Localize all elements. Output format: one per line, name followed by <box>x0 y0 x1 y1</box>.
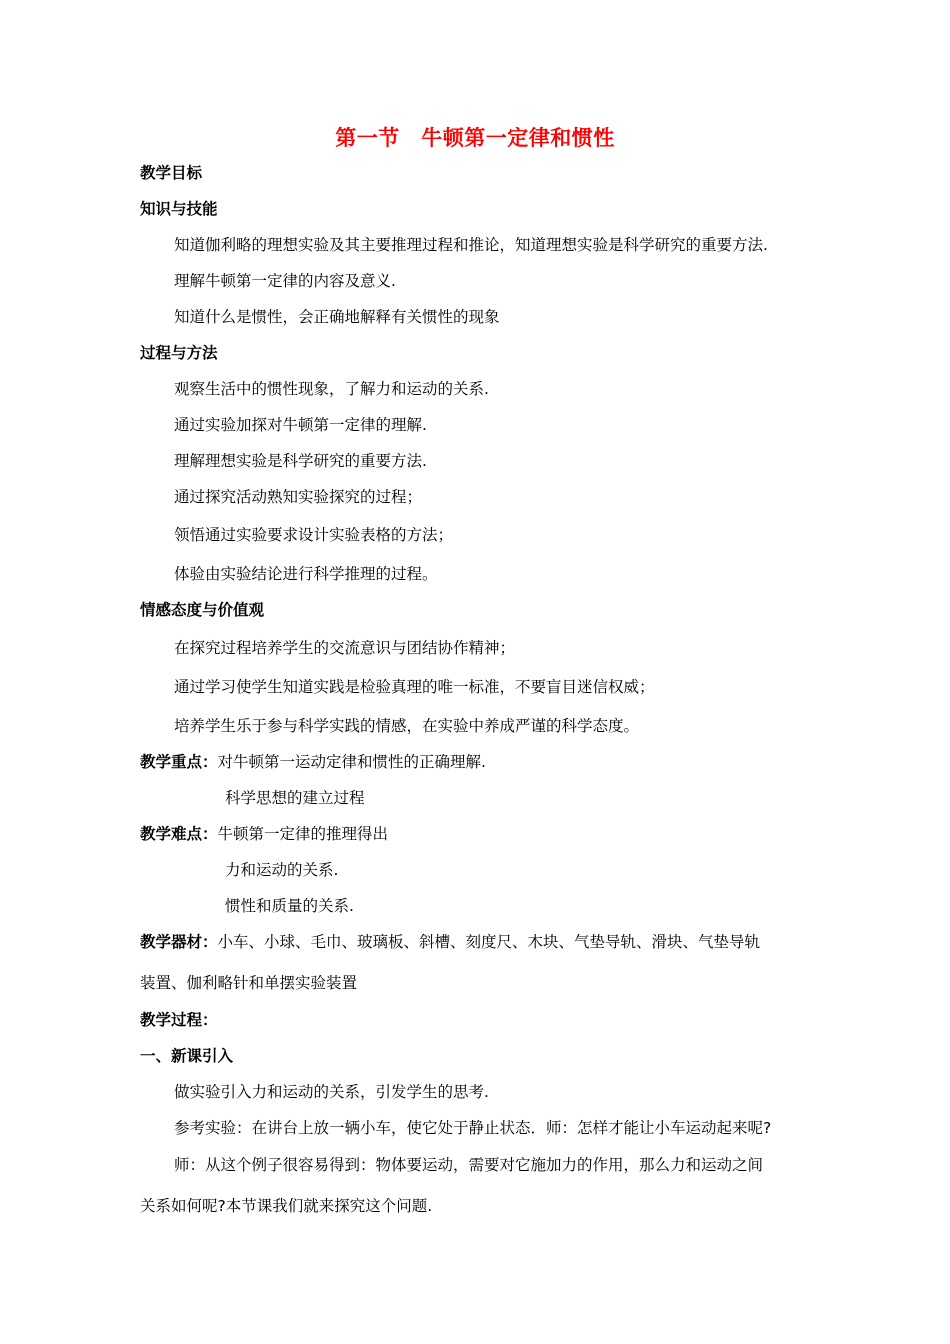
key-points-text: 对牛顿第一运动定律和惯性的正确理解. <box>217 753 486 771</box>
procedure-heading: 教学过程： <box>140 1011 218 1029</box>
attitude-item: 培养学生乐于参与科学实践的情感，在实验中养成严谨的科学态度。 <box>174 717 640 735</box>
process-item: 通过实验加探对牛顿第一定律的理解. <box>174 416 427 434</box>
section-paragraph: 参考实验：在讲台上放一辆小车，使它处于静止状态．师：怎样才能让小车运动起来呢? <box>174 1119 772 1137</box>
section-paragraph: 师：从这个例子很容易得到：物体要运动，需要对它施加力的作用，那么力和运动之间 <box>174 1156 764 1174</box>
equipment-text: 小车、小球、毛巾、玻璃板、斜槽、刻度尺、木块、气垫导轨、滑块、气垫导轨 <box>217 933 761 951</box>
equipment-line <box>140 932 760 952</box>
process-item: 体验由实验结论进行科学推理的过程。 <box>174 565 438 583</box>
objectives-heading: 教学目标 <box>140 164 203 182</box>
section-paragraph-continued: 关系如何呢?本节课我们就来探究这个问题. <box>140 1197 433 1215</box>
knowledge-item: 知道伽利略的理想实验及其主要推理过程和推论，知道理想实验是科学研究的重要方法. <box>174 236 768 254</box>
knowledge-item: 理解牛顿第一定律的内容及意义. <box>174 272 396 290</box>
equipment-continued: 装置、伽利略针和单摆实验装置 <box>140 974 358 992</box>
equipment-label: 教学器材： <box>140 933 218 951</box>
difficulties-label: 教学难点： <box>140 825 218 843</box>
attitude-heading: 情感态度与价值观 <box>140 601 265 619</box>
difficulties-item: 惯性和质量的关系. <box>225 897 354 915</box>
process-item: 理解理想实验是科学研究的重要方法. <box>174 452 427 470</box>
knowledge-heading: 知识与技能 <box>140 200 218 218</box>
difficulties-line <box>140 824 388 844</box>
section-paragraph: 做实验引入力和运动的关系，引发学生的思考. <box>174 1083 489 1101</box>
attitude-item: 在探究过程培养学生的交流意识与团结协作精神； <box>174 639 516 657</box>
attitude-item: 通过学习使学生知道实践是检验真理的唯一标准，不要盲目迷信权威； <box>174 678 655 696</box>
process-item: 通过探究活动熟知实验探究的过程； <box>174 488 423 506</box>
knowledge-item: 知道什么是惯性，会正确地解释有关惯性的现象 <box>174 308 500 326</box>
process-item: 观察生活中的惯性现象，了解力和运动的关系. <box>174 380 489 398</box>
section-heading: 一、新课引入 <box>140 1047 234 1065</box>
difficulties-item: 力和运动的关系. <box>225 861 339 879</box>
key-points-label: 教学重点： <box>140 753 218 771</box>
key-points-line <box>140 752 486 772</box>
process-item: 领悟通过实验要求设计实验表格的方法； <box>174 526 454 544</box>
key-points-item: 科学思想的建立过程 <box>225 789 365 807</box>
difficulties-text: 牛顿第一定律的推理得出 <box>217 825 389 843</box>
process-heading: 过程与方法 <box>140 344 218 362</box>
page-title: 第一节 牛顿第一定律和惯性 <box>335 126 615 150</box>
